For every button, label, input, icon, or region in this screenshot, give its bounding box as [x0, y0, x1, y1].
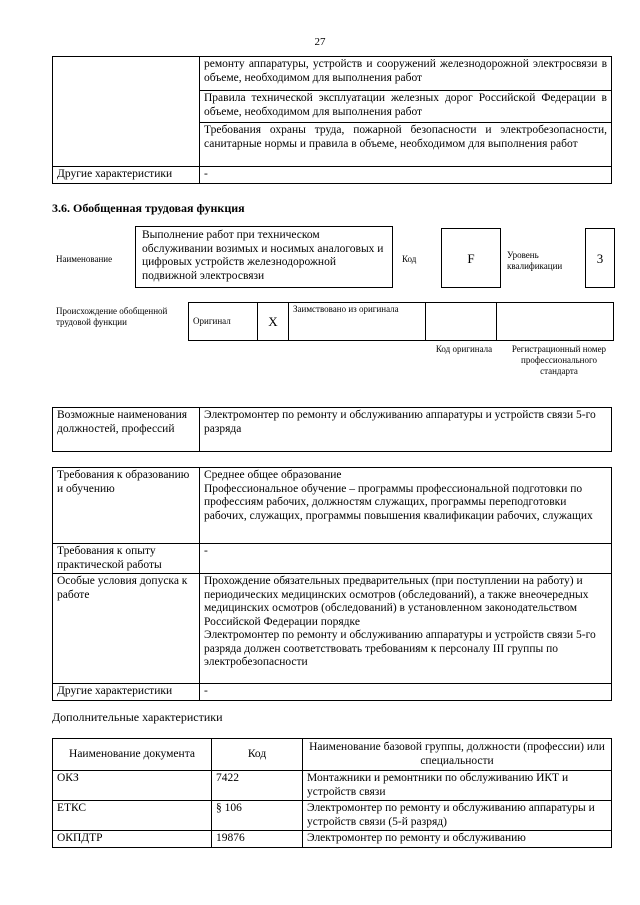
req-education-line-0: Среднее общее образование	[204, 469, 342, 481]
top-row-1: Правила технической эксплуатации железных дорог Российской Федерации в объеме, необходимом для выполнения работ	[200, 91, 612, 123]
original-mark: X	[258, 303, 289, 341]
add-row-2-doc: ОКПДТР	[53, 831, 212, 848]
table-row	[53, 831, 612, 848]
reg-number-cell	[497, 303, 614, 341]
add-row-2-name: Электромонтер по ремонту и обслуживанию	[303, 831, 612, 848]
add-row-1-doc: ЕТКС	[53, 801, 212, 831]
req-education-label: Требования к образованию и обучению	[53, 468, 200, 544]
additional-title: Дополнительные характеристики	[52, 710, 223, 724]
top-table	[52, 56, 612, 184]
positions-label: Возможные наименования должностей, профессий	[53, 408, 200, 452]
other-label: Другие характеристики	[53, 167, 200, 184]
reg-caption: Регистрационный номер профессионального стандарта	[511, 344, 607, 376]
code-caption: Код оригинала	[435, 344, 493, 354]
gtf-code-label: Код	[402, 254, 417, 264]
original-label: Оригинал	[189, 303, 258, 341]
add-header-code: Код	[212, 739, 303, 771]
other-value: -	[200, 167, 612, 184]
add-row-0-code: 7422	[212, 771, 303, 801]
gtf-level-value: 3	[585, 228, 615, 288]
add-header-doc: Наименование документа	[53, 739, 212, 771]
gtf-name-value: Выполнение работ при техническом обслуживании возимых и носимых аналоговых и цифровых устройств железнодорожной подвижной электросвязи	[135, 226, 393, 288]
req-education-value	[200, 468, 612, 544]
origin-label: Происхождение обобщенной трудовой функции	[56, 306, 168, 327]
req-experience-label: Требования к опыту практической работы	[53, 544, 200, 574]
page-number: 27	[314, 36, 326, 48]
top-row-2: Требования охраны труда, пожарной безопасности и электробезопасности, санитарные нормы и правила в объеме, необходимом для выполнения работ	[200, 123, 612, 167]
gtf-code-value: F	[441, 228, 501, 288]
req-education-line-1: Профессиональное обучение – программы профессиональной подготовки по профессиям рабочих, должностям служащих, программы переподготовки рабочих, служащих, программы повышения квалификации рабочих, служащих	[204, 482, 593, 522]
add-row-0-name: Монтажники и ремонтники по обслуживанию ИКТ и устройств связи	[303, 771, 612, 801]
add-header-name: Наименование базовой группы, должности (профессии) или специальности	[303, 739, 612, 771]
add-row-1-code: § 106	[212, 801, 303, 831]
empty-cell	[53, 57, 200, 167]
req-admission-value	[200, 574, 612, 684]
original-code-cell	[426, 303, 497, 341]
gtf-level-label: Уровень квалификации	[507, 250, 563, 271]
add-row-2-code: 19876	[212, 831, 303, 848]
req-admission-label: Особые условия допуска к работе	[53, 574, 200, 684]
additional-table	[52, 738, 612, 848]
req-other-value: -	[200, 684, 612, 701]
section-title: 3.6. Обобщенная трудовая функция	[52, 201, 245, 215]
positions-table	[52, 407, 612, 452]
add-row-1-name: Электромонтер по ремонту и обслуживанию аппаратуры и устройств связи (5-й разряд)	[303, 801, 612, 831]
gtf-name-label: Наименование	[56, 254, 113, 264]
table-row	[53, 771, 612, 801]
req-admission-line-1: Электромонтер по ремонту и обслуживанию аппаратуры и устройств связи 5-го разряда должен соответствовать требованиям к персоналу III группы по электробезопасности	[204, 629, 596, 668]
req-experience-value: -	[200, 544, 612, 574]
requirements-table	[52, 467, 612, 701]
req-other-label: Другие характеристики	[53, 684, 200, 701]
add-row-0-doc: ОКЗ	[53, 771, 212, 801]
borrowed-label: Заимствовано из оригинала	[289, 303, 426, 341]
positions-value: Электромонтер по ремонту и обслуживанию аппаратуры и устройств связи 5-го разряда	[200, 408, 612, 452]
req-admission-line-0: Прохождение обязательных предварительных (при поступлении на работу) и периодических медицинских осмотров (обследований), а также внеочередных медицинских осмотров (обследований) в установленном законодательством Российской Федерации порядке	[204, 575, 589, 628]
table-row	[53, 801, 612, 831]
top-row-0: ремонту аппаратуры, устройств и сооружений железнодорожной электросвязи в объеме, необходимом для выполнения работ	[200, 57, 612, 91]
origin-table	[188, 302, 614, 341]
